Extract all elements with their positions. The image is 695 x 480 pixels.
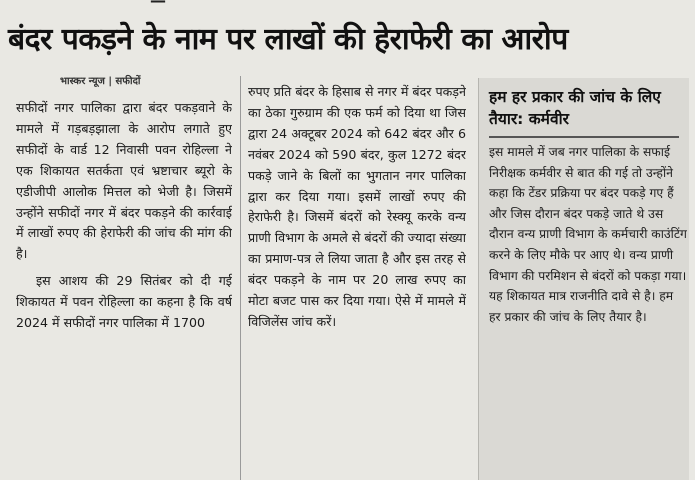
- sidebar-box: [478, 78, 689, 480]
- sidebar-body: [489, 142, 687, 478]
- column-1-paragraph-1: सफीदों नगर पालिका द्वारा बंदर पकड़वाने के मामले में गड़बड़झाला के आरोप लगाते हुए सफीदों के वार्ड 12 निवासी पवन रोहिल्ला ने एक शिकायत सतर्कता एवं भ्रष्टाचार ब्यूरो के एडीजीपी आलोक मित्तल को भेजी है। जिसमें उन्होंने सफीदों नगर में बंदर पकड़ने की कार्रवाई में लाखों रुपए की हेराफेरी की जांच की मांग की है।: [16, 100, 232, 262]
- byline: भास्कर न्यूज | सफीदों: [60, 76, 141, 87]
- sidebar-title: हम हर प्रकार की जांच के लिए तैयार: कर्मवीर: [489, 88, 661, 128]
- sidebar-rule: [489, 136, 679, 138]
- article-column-1: [16, 98, 232, 480]
- column-2-paragraph: रुपए प्रति बंदर के हिसाब से नगर में बंदर पकड़ने का ठेका गुरुग्राम की एक फर्म को दिया था जिस द्वारा 24 अक्टूबर 2024 को 642 बंदर और 6 नवंबर 2024 को 590 बंदर, कुल 1272 बंदर पकड़े जाने के बिलों का भुगतान नगर पालिका द्वारा कर दिया गया। इसमें लाखों रुपए की हेराफेरी है। जिसमें बंदरों को रेस्क्यू करके वन्य प्राणी विभाग के अमले से बंदरों की ज्यादा संख्या का प्रमाण-पत्र ले लिया जाता है और इस तरह से बंदर पकड़ने के नाम पर 20 लाख रुपए का मोटा बजट पास कर दिया गया। ऐसे में मामले में विजिलेंस जांच करें।: [248, 84, 466, 329]
- cropped-previous-line: —: [150, 0, 166, 10]
- sidebar-paragraph: इस मामले में जब नगर पालिका के सफाई निरीक्षक कर्मवीर से बात की गई तो उन्होंने कहा कि टेंडर प्रक्रिया पर बंदर पकड़े गए हैं और जिस दौरान बंदर पकड़े जाते थे उस दौरान वन्य प्राणी विभाग के कर्मचारी काउंटिंग करने के लिए मौके पर आए थे। वन्य प्राणी विभाग की परमिशन से बंदरों को पकड़ा गया। यह शिकायत मात्र राजनीति दावे से है। हम हर प्रकार की जांच के लिए तैयार है।: [489, 145, 687, 324]
- article-headline: बंदर पकड़ने के नाम पर लाखों की हेराफेरी का आरोप: [8, 22, 568, 57]
- article-column-2: [248, 82, 466, 480]
- column-1-paragraph-2: इस आशय की 29 सितंबर को दी गई शिकायत में पवन रोहिल्ला का कहना है कि वर्ष 2024 में सफीदों नगर पालिका में 1700: [16, 273, 232, 331]
- column-divider: [240, 76, 241, 480]
